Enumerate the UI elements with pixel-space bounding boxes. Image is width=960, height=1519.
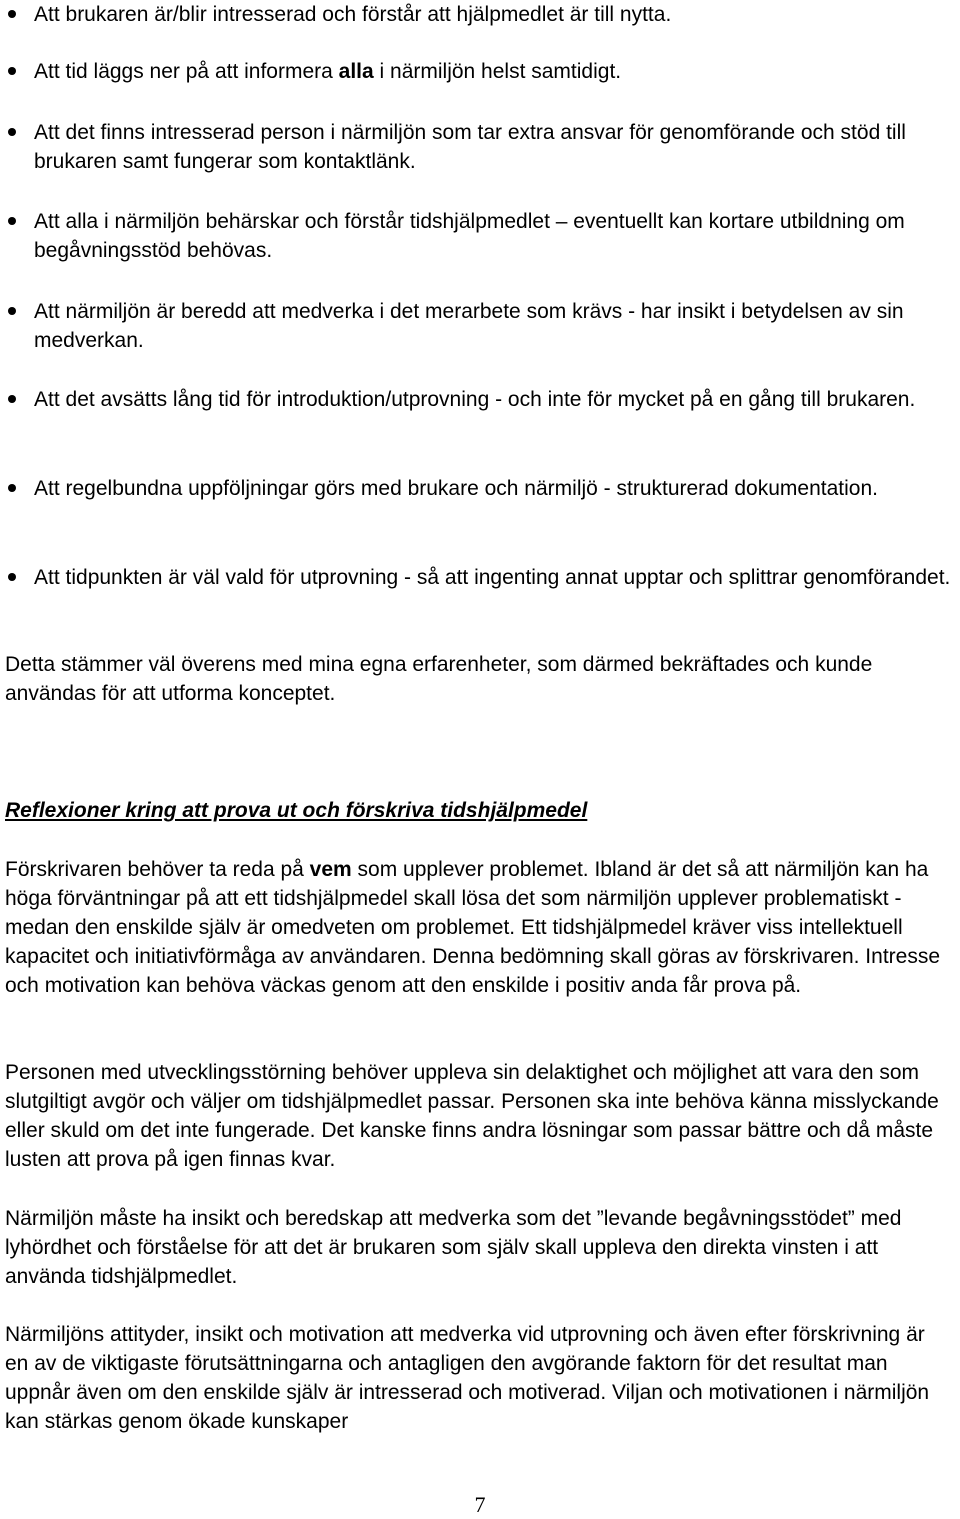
list-item [0, 297, 954, 355]
list-item-text: Att brukaren är/blir intresserad och förstår att hjälpmedlet är till nytta. [34, 3, 672, 26]
bullet-icon [8, 10, 16, 18]
list-item-text: Att närmiljön är beredd att medverka i det merarbete som krävs - har insikt i betydelsen av sin medverkan. [34, 300, 904, 352]
body-paragraph: Personen med utvecklingsstörning behöver uppleva sin delaktighet och möjlighet att vara den som slutgiltigt avgör och väljer om tidshjälpmedlet passar. Personen ska inte behöva känna misslyckande eller skuld om det inte fungerade. Det kanske finns andra lösningar som passar bättre och då måste lusten att prova på igen finnas kvar. [5, 1061, 939, 1171]
body-paragraph: Närmiljön måste ha insikt och beredskap att medverka som det ”levande begåvningsstödet” med lyhördhet och förståelse för att det är brukaren som själv skall uppleva den direkta vinsten i att använda tidshjälpmedlet. [5, 1207, 902, 1288]
body-paragraph: Förskrivaren behöver ta reda på vem som upplever problemet. Ibland är det så att närmiljön kan ha höga förväntningar på att ett tidshjälpmedel skall lösa det som närmiljön upplever problematiskt - medan den enskilde själv är omedveten om problemet. Ett tidshjälpmedel kräver viss intellektuell kapacitet och initiativförmåga av användaren. Denna bedömning skall göras av förskrivaren. Intresse och motivation kan behöva väckas genom att den enskilde i positiv anda får prova på. [5, 858, 941, 997]
list-item [0, 118, 954, 176]
list-item-text: Att det finns intresserad person i närmiljön som tar extra ansvar för genomförande och stöd till brukaren samt fungerar som kontaktlänk. [34, 121, 906, 173]
list-item [0, 474, 954, 503]
page-number: 7 [474, 1492, 486, 1517]
list-item-text: Att regelbundna uppföljningar görs med brukare och närmiljö - strukturerad dokumentation. [34, 477, 878, 500]
bullet-icon [8, 395, 16, 403]
body-paragraph: Närmiljöns attityder, insikt och motivation att medverka vid utprovning och även efter förskrivning är en av de viktigaste förutsättningarna och antagligen den avgörande faktorn för det resultat man uppnår även om den enskilde själv är intresserad och motiverad. Viljan och motivationen i närmiljön kan stärkas genom ökade kunskaper [5, 1323, 930, 1433]
bullet-icon [8, 128, 16, 136]
conclusion-paragraph: Detta stämmer väl överens med mina egna erfarenheter, som därmed bekräftades och kunde användas för att utforma konceptet. [5, 653, 873, 705]
list-item [0, 0, 954, 29]
list-item [0, 57, 954, 86]
emphasis-text: vem [309, 858, 352, 881]
bullet-icon [8, 67, 16, 75]
list-item-text: Att alla i närmiljön behärskar och förstår tidshjälpmedlet – eventuellt kan kortare utbildning om begåvningsstöd behövas. [34, 210, 905, 262]
bullet-icon [8, 307, 16, 315]
list-item-text: Att tid läggs ner på att informera alla i närmiljön helst samtidigt. [34, 60, 622, 83]
list-item [0, 563, 954, 592]
list-item [0, 207, 954, 265]
bullet-icon [8, 484, 16, 492]
emphasis-text: alla [338, 60, 374, 83]
bullet-icon [8, 573, 16, 581]
list-item [0, 385, 954, 414]
bullet-icon [8, 217, 16, 225]
list-item-text: Att det avsätts lång tid för introduktion/utprovning - och inte för mycket på en gång till brukaren. [34, 388, 916, 411]
section-heading: Reflexioner kring att prova ut och förskriva tidshjälpmedel [5, 799, 588, 822]
list-item-text: Att tidpunkten är väl vald för utprovning - så att ingenting annat upptar och splittrar genomförandet. [34, 566, 951, 589]
